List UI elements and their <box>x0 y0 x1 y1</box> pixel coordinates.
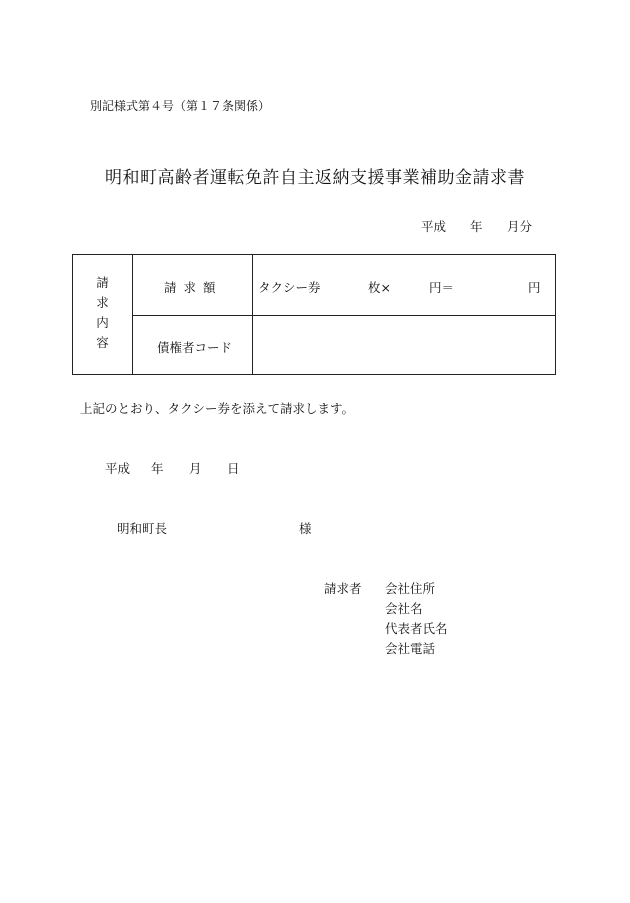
claimant-fields <box>385 579 448 659</box>
table-divider-horizontal <box>132 315 555 316</box>
claim-details-label <box>73 273 132 353</box>
period-year: 年 <box>470 219 483 234</box>
date-month: 月 <box>189 461 202 476</box>
claimant-field-company: 会社名 <box>385 601 423 616</box>
taxi-ticket-label: タクシー券 <box>258 280 321 295</box>
claimant-field-phone: 会社電話 <box>385 641 436 656</box>
statement-text: 上記のとおり、タクシー券を添えて請求します。 <box>80 401 355 416</box>
claim-table <box>72 254 556 375</box>
date-era: 平成 <box>105 461 131 476</box>
claim-details-char: 請 <box>96 275 109 290</box>
yen-equals-label: 円＝ <box>429 280 455 295</box>
period-era: 平成 <box>421 219 447 234</box>
claim-details-char: 求 <box>96 295 109 310</box>
claimant-field-address: 会社住所 <box>385 581 436 596</box>
date-day: 日 <box>227 461 240 476</box>
honorific: 様 <box>299 521 312 536</box>
yen-label: 円 <box>528 280 541 295</box>
claimant-field-representative: 代表者氏名 <box>385 621 448 636</box>
page-title: 明和町高齢者運転免許自主返納支援事業補助金請求書 <box>105 168 525 188</box>
form-number: 別記様式第４号（第１７条関係） <box>90 99 271 113</box>
addressee: 明和町長 <box>117 521 168 536</box>
claim-details-char: 容 <box>96 335 109 350</box>
date-year: 年 <box>151 461 164 476</box>
sheets-label: 枚× <box>368 280 391 295</box>
claim-amount-label: 請求額 <box>164 280 223 295</box>
creditor-code-label: 債権者コード <box>157 340 233 355</box>
period-month: 月分 <box>507 219 533 234</box>
claimant-label: 請求者 <box>324 581 362 596</box>
claim-details-char: 内 <box>96 315 109 330</box>
